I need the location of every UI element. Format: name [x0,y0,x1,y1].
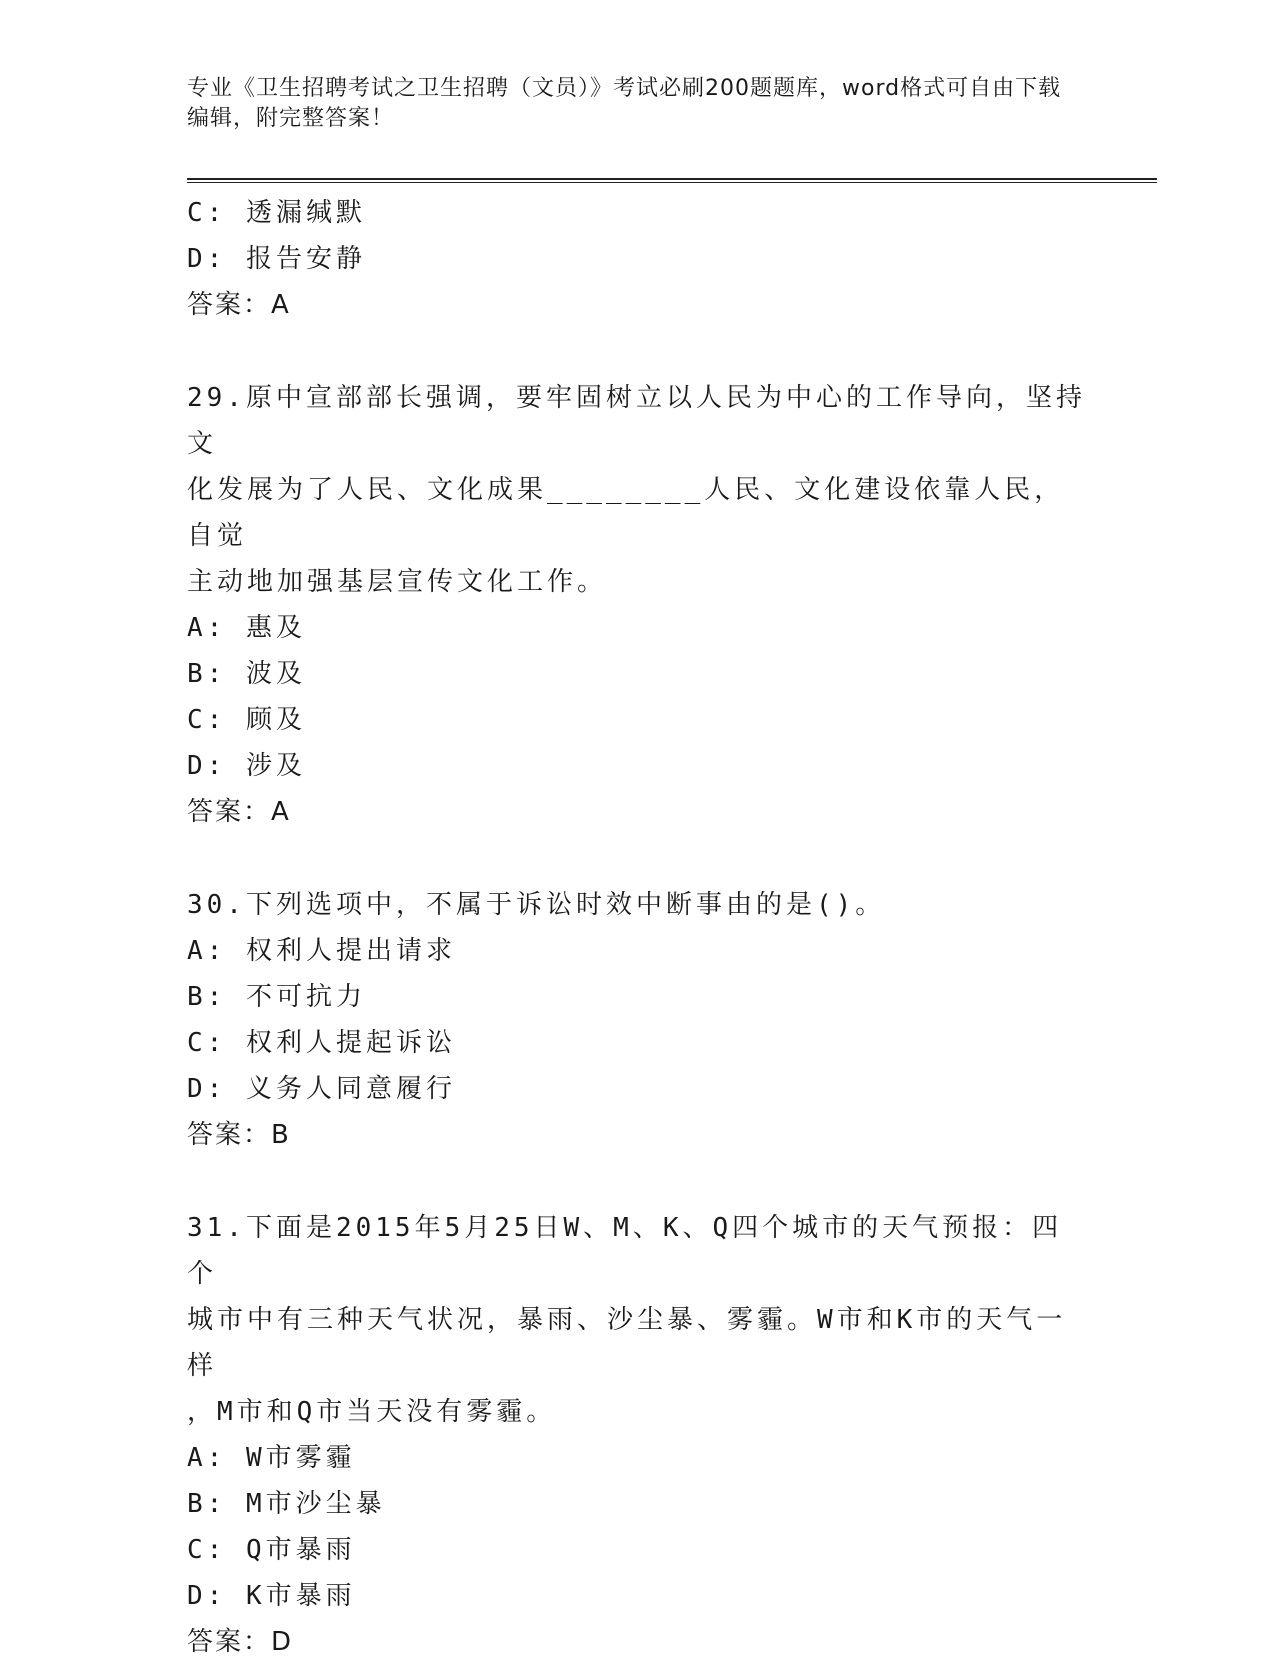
spacer [187,835,1087,882]
option-a: A: W市雾霾 [187,1443,356,1473]
answer-line: 答案：B [187,1120,291,1150]
answer-line: 答案：A [187,797,291,827]
header-divider [187,178,1157,183]
question-29 [187,375,1087,835]
page-header: 专业《卫生招聘考试之卫生招聘（文员）》考试必刷200题题库，word格式可自由下载编辑，附完整答案！ [187,76,1062,131]
question-text: 29.原中宣部部长强调，要牢固树立以人民为中心的工作导向，坚持文 化发展为了人民、文化成果________人民、文化建设依靠人民，自觉 主动地加强基层宣传文化工作。 [187,383,1086,597]
option-b: B: 波及 [187,659,306,689]
question-text: 31.下面是2015年5月25日W、M、K、Q四个城市的天气预报：四个 城市中有三种天气状况，暴雨、沙尘暴、雾霾。W市和K市的天气一样 ，M市和Q市当天没有雾霾。 [187,1213,1067,1427]
option-c: C: 权利人提起诉讼 [187,1028,456,1058]
answer-line: 答案：A [187,290,291,320]
option-b: B: 不可抗力 [187,982,366,1012]
option-d: D: K市暴雨 [187,1581,356,1611]
document-body [187,190,1087,1665]
question-30 [187,882,1087,1158]
option-a: A: 惠及 [187,613,306,643]
question-text: 30.下列选项中，不属于诉讼时效中断事由的是()。 [187,890,886,920]
option-d: D: 涉及 [187,751,306,781]
option-c: C: 透漏缄默 [187,198,366,228]
question-31 [187,1205,1087,1665]
option-d: D: 报告安静 [187,244,366,274]
spacer [187,1158,1087,1205]
spacer [187,328,1087,375]
option-c: C: 顾及 [187,705,306,735]
option-a: A: 权利人提出请求 [187,936,456,966]
option-d: D: 义务人同意履行 [187,1074,456,1104]
document-page [187,0,1157,1657]
option-c: C: Q市暴雨 [187,1535,356,1565]
option-b: B: M市沙尘暴 [187,1489,386,1519]
answer-line: 答案：D [187,1627,294,1657]
